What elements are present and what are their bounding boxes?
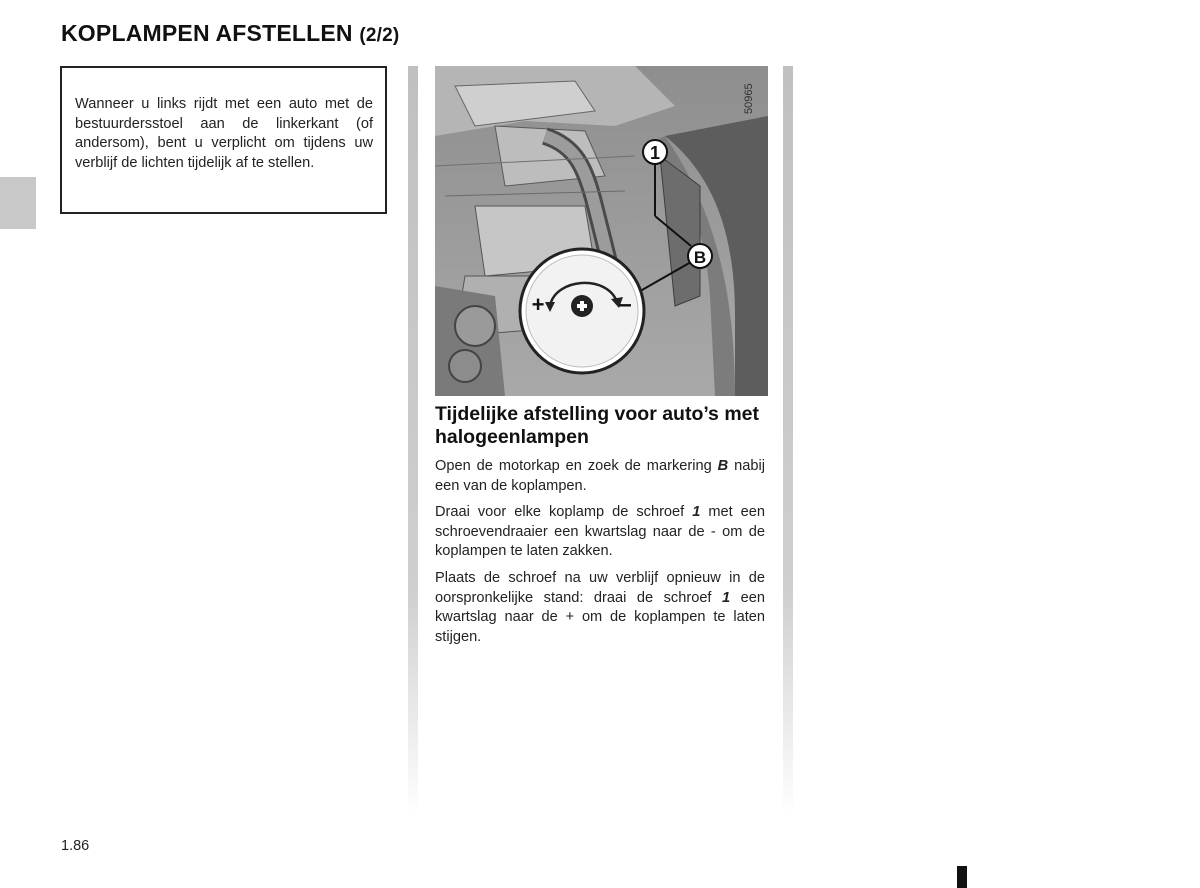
engine-bay-illustration [435, 66, 768, 396]
paragraph-2-text-c: met een schroevendraaier een kwartslag naar de - om de koplampen te laten zakken. [435, 504, 765, 559]
paragraph-2-text-a: Draai voor elke koplamp de schroef [435, 504, 693, 520]
page-title-part: (2/2) [359, 25, 400, 46]
engine-bay-drawing [435, 66, 768, 396]
instruction-paragraph-1 [435, 457, 765, 496]
paragraph-3-text-a: Plaats de schroef na uw verblijf opnieuw in de oorspronkelijke stand: draai de schroef [435, 570, 765, 606]
paragraph-1-text-a: Open de motorkap en zoek de markering [435, 458, 718, 474]
page-number: 1.86 [61, 838, 90, 854]
chapter-tab [0, 177, 36, 229]
column-divider-left [408, 66, 418, 816]
instruction-paragraph-2 [435, 503, 765, 562]
section-heading: Tijdelijke afstelling voor auto’s met halogeenlampen [435, 403, 759, 448]
callout-1-label: 1 [649, 143, 661, 163]
plus-symbol: + [531, 292, 545, 317]
screw-1-ref: 1 [722, 589, 731, 606]
page-edge-marker [957, 866, 967, 888]
note-box [60, 66, 387, 214]
figure-code: 50965 [743, 83, 755, 114]
minus-symbol: – [618, 291, 632, 318]
callout-b-label: B [693, 248, 707, 267]
page-title [61, 20, 399, 47]
screw-1-ref: 1 [692, 504, 701, 520]
marking-b-ref: B [717, 458, 729, 474]
page-title-text: KOPLAMPEN AFSTELLEN [61, 20, 353, 46]
note-text: Wanneer u links rijdt met een auto met de bestuurdersstoel aan de linkerkant (of andersom), bent u verplicht om tijdens uw verblijf de lichten tijdelijk af te stellen. [75, 96, 373, 171]
instruction-paragraph-3 [435, 569, 765, 647]
column-divider-right [783, 66, 793, 816]
paragraph-1-text-c: nabij een van de koplampen. [435, 458, 765, 494]
paragraph-3-text-c: een kwartslag naar de + om de koplampen te laten stijgen. [435, 589, 765, 645]
